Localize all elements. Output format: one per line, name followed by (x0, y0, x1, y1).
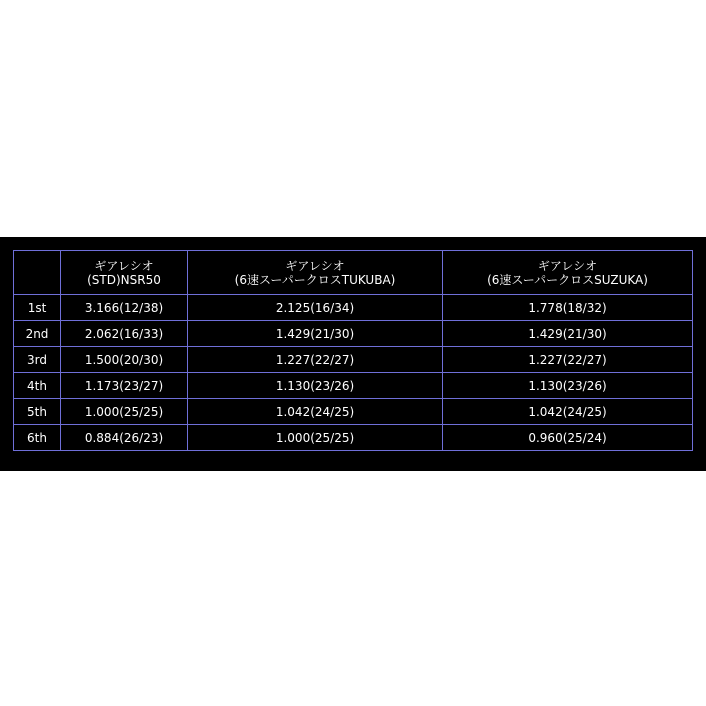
table-row (14, 399, 693, 425)
table-row (14, 321, 693, 347)
ratio-cell: 1.778(18/32) (443, 295, 693, 321)
gear-ratio-panel (0, 237, 706, 471)
ratio-cell: 0.960(25/24) (443, 425, 693, 451)
table-row (14, 295, 693, 321)
ratio-cell: 1.500(20/30) (61, 347, 188, 373)
header-label: ギアレシオ (94, 258, 154, 273)
gear-label-cell: 6th (14, 425, 61, 451)
header-sublabel: (6速スーパークロスTUKUBA) (234, 272, 396, 287)
gear-label-cell: 4th (14, 373, 61, 399)
ratio-cell: 2.125(16/34) (188, 295, 443, 321)
gear-label-cell: 1st (14, 295, 61, 321)
gear-label-cell: 2nd (14, 321, 61, 347)
table-row (14, 425, 693, 451)
ratio-cell: 1.173(23/27) (61, 373, 188, 399)
header-label: ギアレシオ (285, 258, 345, 273)
header-supercross-tukuba (188, 251, 443, 295)
header-corner-cell (14, 251, 61, 295)
header-label: ギアレシオ (537, 258, 598, 273)
table-row (14, 373, 693, 399)
gear-label-cell: 3rd (14, 347, 61, 373)
ratio-cell: 1.000(25/25) (188, 425, 443, 451)
gear-label-cell: 5th (14, 399, 61, 425)
header-sublabel: (6速スーパークロスSUZUKA) (487, 272, 648, 287)
ratio-cell: 1.429(21/30) (443, 321, 693, 347)
ratio-cell: 1.227(22/27) (188, 347, 443, 373)
header-std-nsr50 (61, 251, 188, 295)
ratio-cell: 1.000(25/25) (61, 399, 188, 425)
ratio-cell: 1.429(21/30) (188, 321, 443, 347)
ratio-cell: 1.130(23/26) (443, 373, 693, 399)
ratio-cell: 1.227(22/27) (443, 347, 693, 373)
header-sublabel: (STD)NSR50 (87, 272, 161, 287)
gear-ratio-table (13, 250, 693, 451)
ratio-cell: 0.884(26/23) (61, 425, 188, 451)
ratio-cell: 1.042(24/25) (188, 399, 443, 425)
table-row (14, 347, 693, 373)
ratio-cell: 2.062(16/33) (61, 321, 188, 347)
ratio-cell: 3.166(12/38) (61, 295, 188, 321)
header-row (14, 251, 693, 295)
ratio-cell: 1.042(24/25) (443, 399, 693, 425)
ratio-cell: 1.130(23/26) (188, 373, 443, 399)
header-supercross-suzuka (443, 251, 693, 295)
